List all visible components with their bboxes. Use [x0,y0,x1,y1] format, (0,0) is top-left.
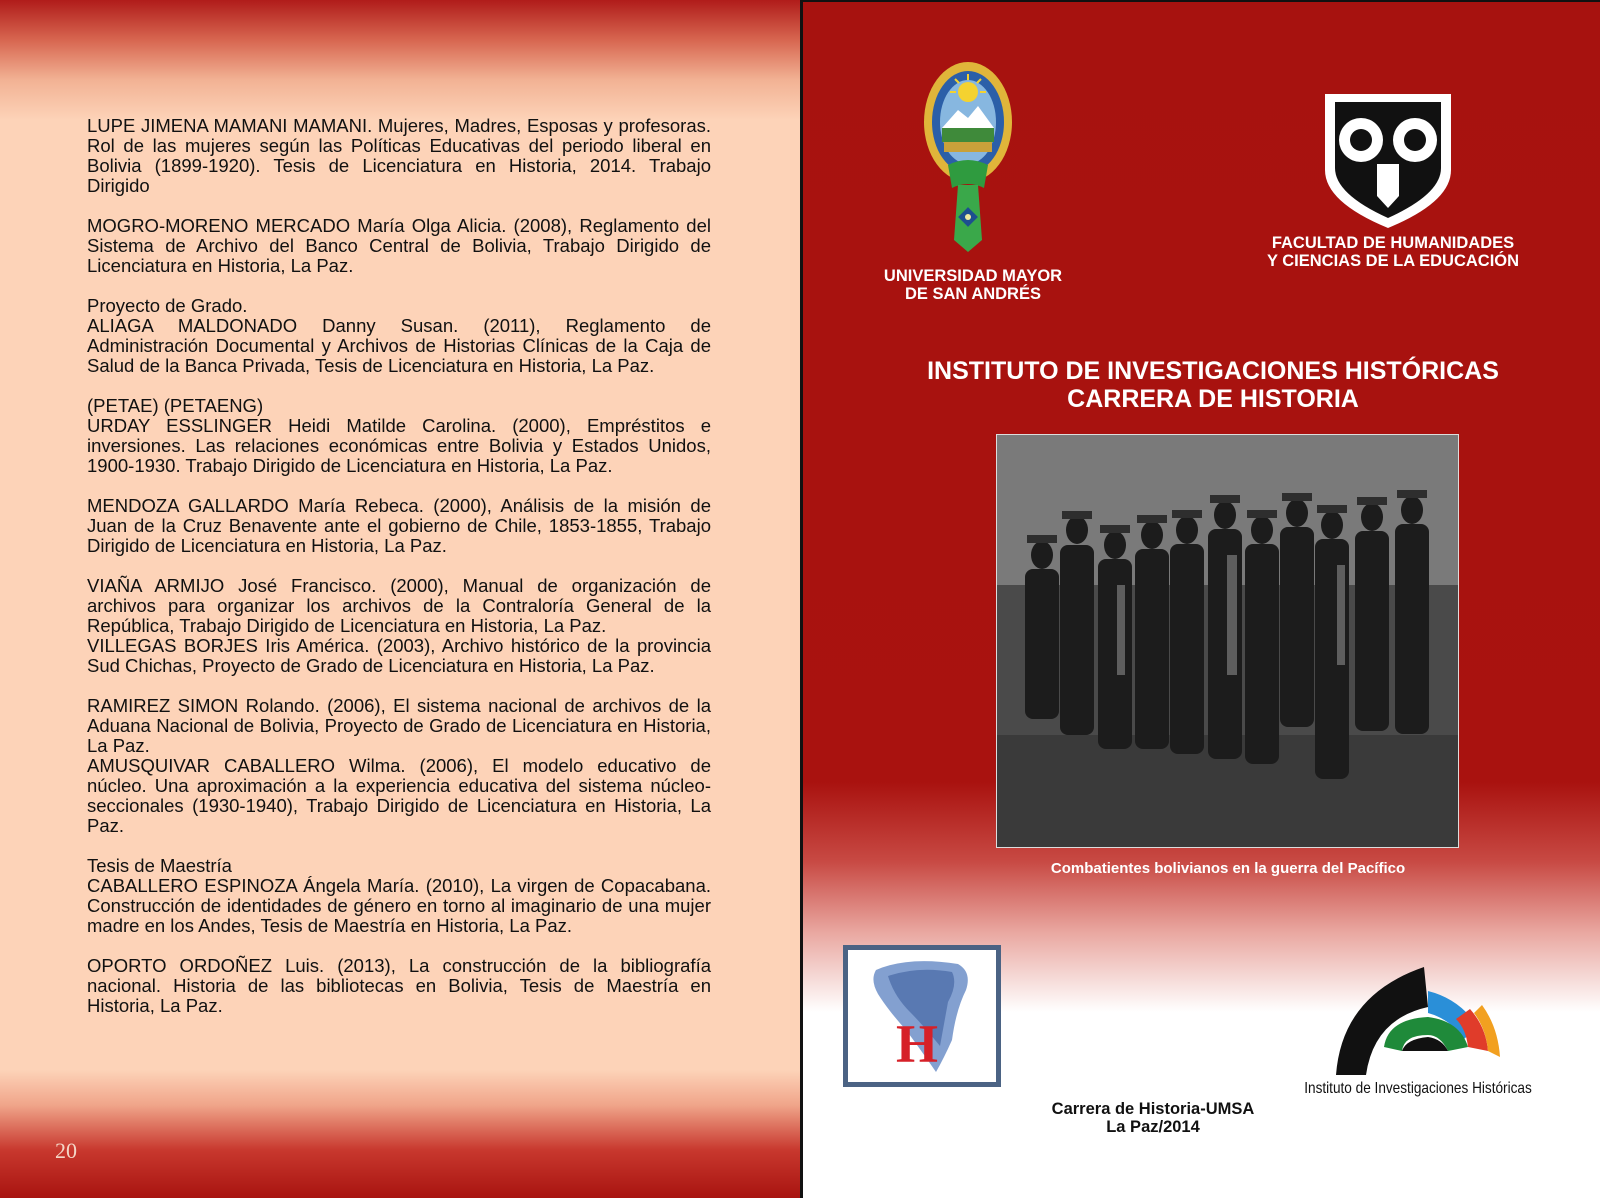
footer-line1: Carrera de Historia-UMSA [1051,1100,1255,1118]
faculty-shield-logo [1323,92,1453,230]
historical-photo [996,434,1459,848]
iih-name: Instituto de Investigaciones Históricas [1304,1080,1532,1097]
university-name-line1: UNIVERSIDAD MAYOR [883,267,1063,285]
bibliography-line: (PETAE) (PETAENG) [87,395,264,416]
bibliography-line: CABALLERO ESPINOZA Ángela María. (2010), La virgen de Copacabana. Construcción de identidades de género en torno al imaginario de una mujer madre en los Andes, Tesis de Maestría en Historia, La Paz. [87,875,711,936]
bibliography-line: Tesis de Maestría [87,855,232,876]
bibliography-line: MOGRO-MORENO MERCADO María Olga Alicia. (2008), Reglamento del Sistema de Archivo del Banco Central de Bolivia, Trabajo Dirigido de Licenciatura en Historia, La Paz. [87,215,711,276]
university-name [843,267,1103,303]
bibliography-entry [87,116,711,196]
bibliography-line: Proyecto de Grado. [87,295,248,316]
page-number: 20 [55,1138,77,1163]
institute-title [863,357,1563,413]
footer-line2: La Paz/2014 [1106,1118,1200,1136]
bibliography-line: LUPE JIMENA MAMANI MAMANI. Mujeres, Madres, Esposas y profesoras. Rol de las mujeres según las Políticas Educativas del periodo liberal en Bolivia (1899-1920). Tesis de Licenciatura en Historia, 2014. Trabajo Dirigido [87,115,711,196]
bibliography-entry [87,696,711,836]
photo-caption: Combatientes bolivianos en la guerra del Pacífico [1050,860,1406,877]
bibliography-line: URDAY ESSLINGER Heidi Matilde Carolina. (2000), Empréstitos e inversiones. Las relaciones económicas entre Bolivia y Estados Unidos, 1900-1930. Trabajo Dirigido de Licenciatura en Historia, La Paz. [87,415,711,476]
bibliography-entry [87,856,711,936]
carrera-historia-logo [843,945,1001,1087]
bibliography-line: RAMIREZ SIMON Rolando. (2006), El sistema nacional de archivos de la Aduana Nacional de Bolivia, Proyecto de Grado de Licenciatura en Historia, La Paz. [87,695,711,756]
bibliography-line: VIAÑA ARMIJO José Francisco. (2000), Manual de organización de archivos para organizar los archivos de la Contraloría General de la República, Trabajo Dirigido de Licenciatura en Historia, La Paz. [87,575,711,636]
bibliography-entry [87,216,711,276]
faculty-name-line2: Y CIENCIAS DE LA EDUCACIÓN [1266,252,1520,270]
university-name-line2: DE SAN ANDRÉS [905,285,1041,303]
umsa-seal-logo [918,60,1028,260]
bibliography-entry [87,396,711,476]
bibliography-entry [87,956,711,1016]
institute-title-line2: CARRERA DE HISTORIA [1067,385,1359,413]
cover-footer [1003,1100,1303,1136]
faculty-name-line1: FACULTAD DE HUMANIDADES [1271,234,1515,252]
bibliography-line: AMUSQUIVAR CABALLERO Wilma. (2006), El modelo educativo de núcleo. Una aproximación a la experiencia educativa del sistema núcleo-seccionales (1930-1940), Trabajo Dirigido de Licenciatura en Historia, La Paz. [87,755,711,836]
bibliography-list [87,116,711,1036]
bibliography-line: MENDOZA GALLARDO María Rebeca. (2000), Análisis de la misión de Juan de la Cruz Benavente ante el gobierno de Chile, 1853-1855, Trabajo Dirigido de Licenciatura en Historia, La Paz. [87,495,711,556]
bibliography-entry [87,496,711,556]
institute-title-line1: INSTITUTO DE INVESTIGACIONES HISTÓRICAS [927,357,1499,385]
h-letter: H [896,1014,939,1074]
bibliography-line: VILLEGAS BORJES Iris América. (2003), Archivo histórico de la provincia Sud Chichas, Proyecto de Grado de Licenciatura en Historia, La Paz. [87,635,711,676]
bibliography-entry [87,296,711,376]
faculty-name [1203,234,1583,270]
bibliography-line: OPORTO ORDOÑEZ Luis. (2013), La construcción de la bibliografía nacional. Historia de las bibliotecas en Bolivia, Tesis de Maestría en Historia, La Paz. [87,955,711,1016]
cover-page [800,0,1600,1198]
bibliography-line: ALIAGA MALDONADO Danny Susan. (2011), Reglamento de Administración Documental y Archivos de Historias Clínicas de la Caja de Salud de la Banca Privada, Tesis de Licenciatura en Historia, La Paz. [87,315,711,376]
bibliography-entry [87,576,711,676]
